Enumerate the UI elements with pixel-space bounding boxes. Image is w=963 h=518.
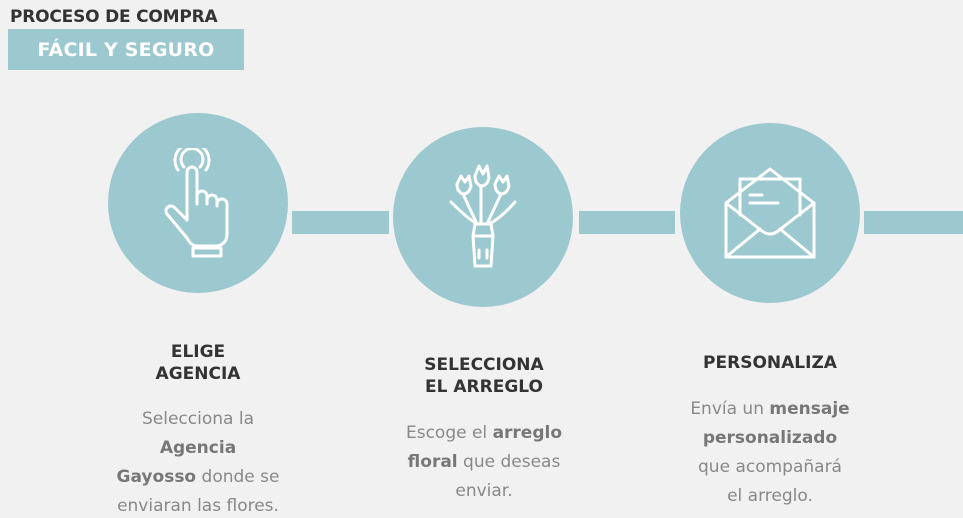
step-2-title-line-2: EL ARREGLO — [425, 377, 543, 397]
envelope-letter-icon — [720, 163, 820, 263]
step-2-title — [369, 354, 599, 398]
step-3-title — [655, 352, 885, 374]
step-1-title — [83, 341, 313, 385]
flower-bouquet-icon — [443, 162, 523, 272]
step-1-desc-text-3: enviaran las flores. — [117, 496, 279, 516]
step-1-title-line-2: AGENCIA — [155, 364, 241, 384]
step-1-circle — [108, 113, 288, 293]
step-2-title-line-1: SELECCIONA — [424, 355, 544, 375]
step-3-desc-text-3: el arreglo. — [727, 486, 813, 506]
step-3-desc-text-2: que acompañará — [698, 457, 842, 477]
step-1-desc-text-2: donde se — [196, 467, 280, 487]
step-1-desc-bold-2: Gayosso — [116, 467, 197, 487]
step-2-desc-text-1: Escoge el — [405, 423, 493, 443]
step-3-circle — [680, 123, 860, 303]
step-1-title-line-1: ELIGE — [170, 342, 226, 362]
step-2-desc-bold-1: arreglo — [492, 423, 563, 443]
step-3-description — [655, 395, 885, 511]
section-pretitle: PROCESO DE COMPRA — [10, 7, 218, 27]
step-1-description — [83, 405, 313, 518]
connector-1 — [292, 211, 389, 234]
step-2-desc-text-2: que deseas — [457, 452, 561, 472]
step-3-title-line-1: PERSONALIZA — [703, 353, 837, 373]
connector-2 — [579, 211, 675, 234]
tap-hand-icon — [153, 148, 243, 258]
step-2-desc-bold-2: floral — [407, 452, 458, 472]
step-2-desc-text-3: enviar. — [455, 481, 513, 501]
connector-3 — [864, 211, 963, 234]
step-3-desc-bold-2: personalizado — [702, 428, 838, 448]
step-3-desc-bold-1: mensaje — [769, 399, 850, 419]
step-2-description — [369, 419, 599, 506]
step-1-desc-bold-1: Agencia — [159, 438, 237, 458]
step-2-circle — [393, 127, 573, 307]
step-3-desc-text-1: Envía un — [690, 399, 770, 419]
step-1-desc-text-1: Selecciona la — [142, 409, 254, 429]
section-badge: FÁCIL Y SEGURO — [8, 29, 244, 70]
